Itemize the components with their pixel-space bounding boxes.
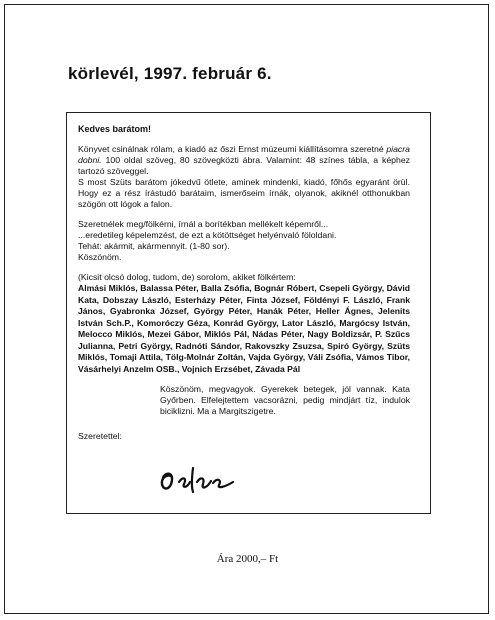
paragraph-book-text: Könyvet csinálnak rólam, a kiadó az őszi Ernst múzeumi kiállításomra szeretné bbox=[78, 144, 387, 154]
paragraph-request: Szeretnélek meg/fölkérni, írnál a borítékban mellékelt képemről... bbox=[78, 219, 329, 229]
paragraph-book-emphasis: piacra dobni. bbox=[78, 144, 410, 165]
signature-label: Szeretettel: bbox=[78, 431, 122, 441]
invitee-names: Almási Miklós, Balassa Péter, Balla Zsófia, Bognár Róbert, Csepeli György, Dávid Kata, Dobszay László, Esterházy Péter, Finta József, Földényi F. László, Frank János, Gyabronka József, György Péter, Hanák Péter, Heller Ágnes, Jelenits István Sch.P., Komoróczy Géza, Konrád György, Lator László, Margócsy István, Melocco Miklós, Mezei Gábor, Miklós Pál, Nádas Péter, Nagy Boldizsár, P. Szűcs Julianna, Petri György, Radnóti Sándor, Rakovszky Zsuzsa, Spiró György, Szüts Miklós, Tomaji Attila, Tölg-Molnár Zoltán, Vajda György, Váli Zsófia, Vámos Tibor, Vásárhelyi Anzelm OSB., Vojnich Erzsébet, Závada Pál bbox=[78, 283, 410, 374]
paragraph-book bbox=[78, 144, 410, 177]
paragraph-list-intro: (Kicsit olcsó dolog, tudom, de) sorolom, akiket fölkértem: bbox=[78, 272, 296, 282]
letter-greeting: Kedves barátom! bbox=[78, 124, 152, 134]
paragraph-closing: Köszönöm, megvagyok. Gyerekek betegek, jól vannak. Kata Győrben. Elfelejtettem vacsorázni, pedig mindjárt tíz, indulok biciklizni. Ma a Margitszigetre. bbox=[160, 384, 410, 416]
paragraph-thanks: Köszönöm. bbox=[78, 252, 122, 262]
page-title: körlevél, 1997. február 6. bbox=[68, 64, 272, 83]
letter-body bbox=[78, 124, 410, 442]
paragraph-analysis: ...eredetileg képelemzést, de ezt a kötöttséget helyénvaló föloldani. bbox=[78, 230, 337, 240]
handwritten-signature bbox=[157, 464, 237, 500]
paragraph-idea: S most Szüts barátom jókedvű ötlete, aminek mindenki, kiadó, főhős egyaránt örül. Hogy ez a rész írástudó barátaim, ismerőseim írnák, olyanok, akiknél otthonukban szögön ott lógok a falon. bbox=[78, 177, 410, 209]
paragraph-book-text-end: 100 oldal szöveg, 80 szövegközti ábra. Valamint: 48 színes tábla, a képhez tartozó szöveggel. bbox=[78, 155, 410, 176]
price-label: Ára 2000,– Ft bbox=[216, 553, 279, 565]
paragraph-length: Tehát: akármit, akármennyit. (1-80 sor). bbox=[78, 241, 230, 251]
